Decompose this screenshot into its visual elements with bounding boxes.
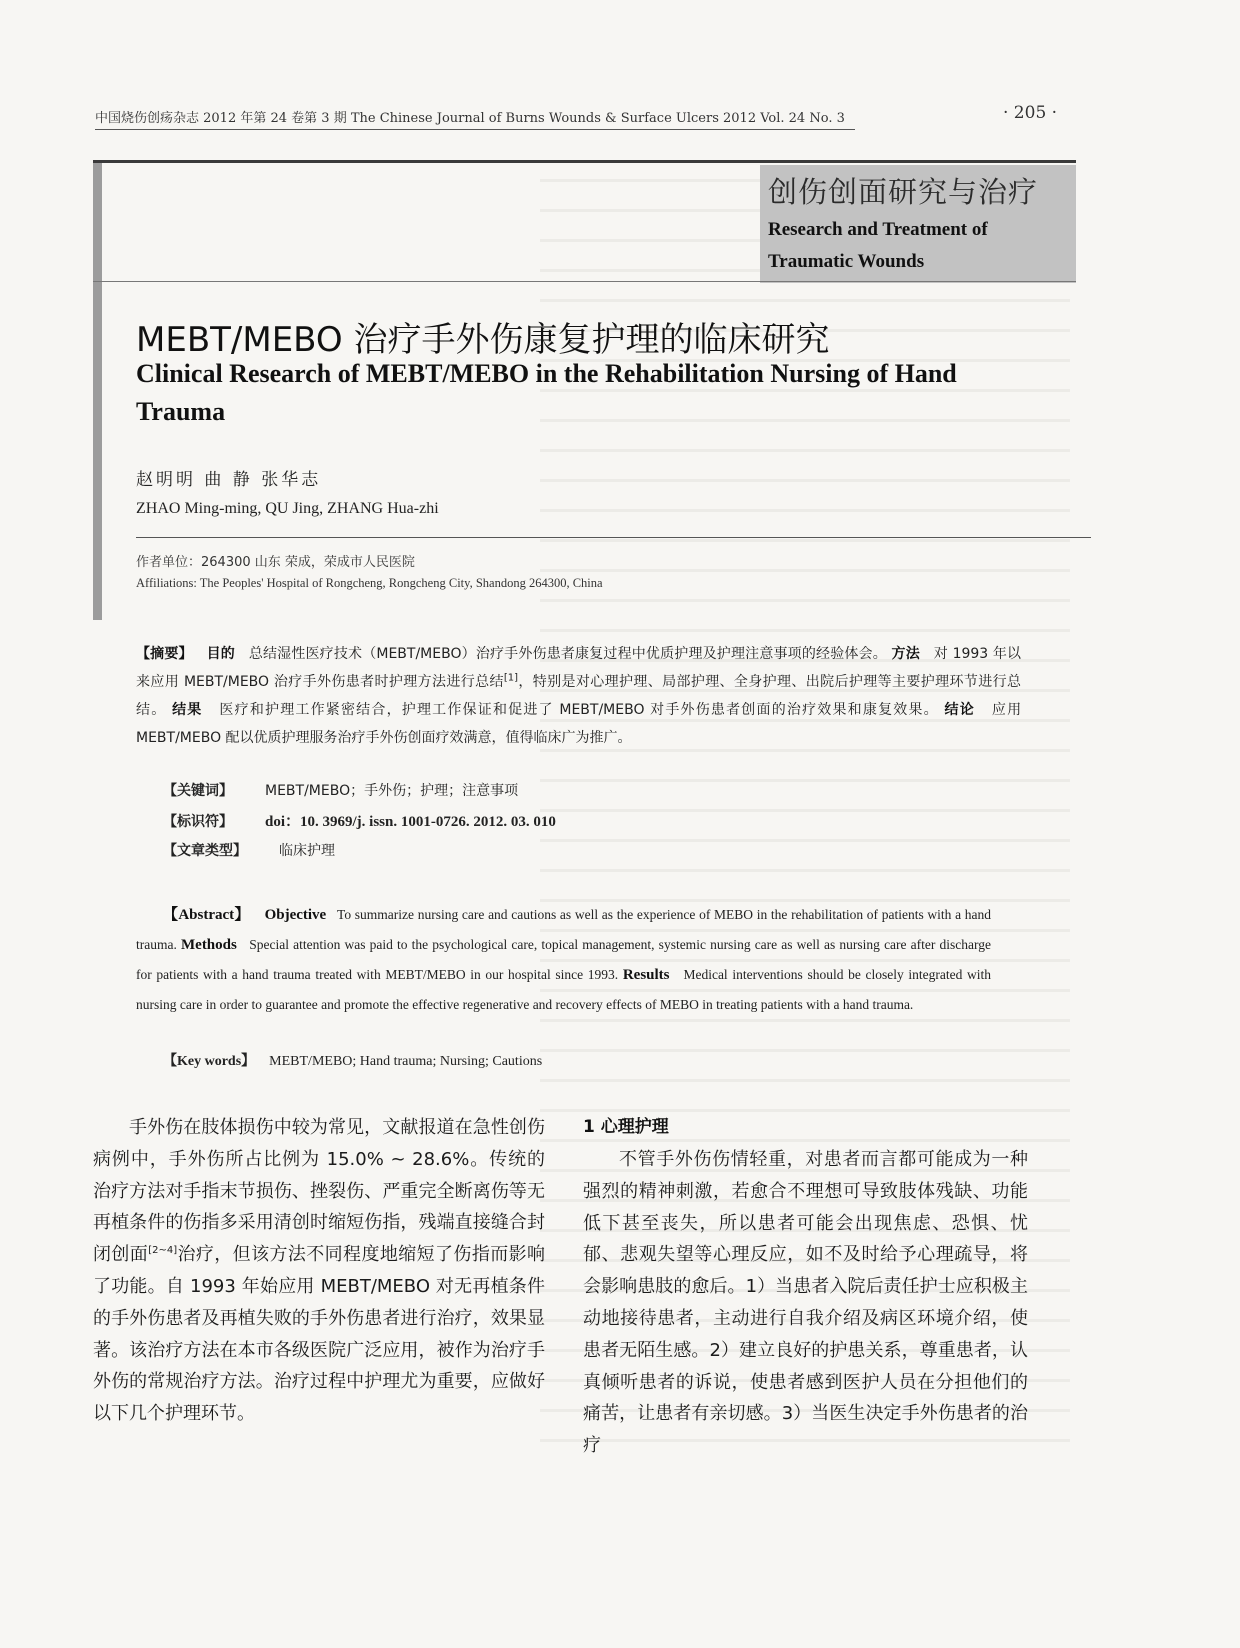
keywords-zh [163,780,518,800]
section-1-paragraph: 不管手外伤伤情轻重，对患者而言都可能成为一种强烈的精神刺激，若愈合不理想可导致肢体残缺、功能低下甚至丧失，所以患者可能会出现焦虑、恐惧、忧郁、悲观失望等心理反应，如不及时给予心理疏导，将会影响患肢的愈后。1）当患者入院后责任护士应积极主动地接待患者，主动进行自我介绍及病区环境介绍，使患者无陌生感。2）建立良好的护患关系，尊重患者，认真倾听患者的诉说，使患者感到医护人员在分担他们的痛苦，让患者有亲切感。3）当医生决定手外伤患者的治疗 [583,1149,1028,1457]
results-text-zh: 医疗和护理工作紧密结合，护理工作保证和促进了 MEBT/MEBO 对手外伤患者创面的治疗效果和康复效果。 [219,702,939,718]
results-label-en: Results [622,967,670,983]
intro-text-a: 手外伤在肢体损伤中较为常见，文献报道在急性创伤病例中，手外伤所占比例为 15.0% ~ 28.6%。传统的治疗方法对手指末节损伤、挫裂伤、严重完全断离伤等无再植条件的伤指多采用清创时缩短伤指，残端直接缝合封闭创面 [93,1117,545,1266]
intro-text-b: 治疗，但该方法不同程度地缩短了伤指而影响了功能。自 1993 年始应用 MEBT/MEBO 对无再植条件的手外伤患者及再植失败的手外伤患者进行治疗，效果显著。该治疗方法在本市各级医院广泛应用，被作为治疗手外伤的常规治疗方法。治疗过程中护理尤为重要，应做好以下几个护理环节。 [93,1244,545,1425]
abstract-label-zh: 【摘要】 [136,646,193,662]
left-accent-bar [93,163,102,620]
section-title-zh: 创伤创面研究与治疗 [768,175,1039,209]
article-title-en: Clinical Research of MEBT/MEBO in the Rehabilitation Nursing of Hand Trauma [136,359,957,426]
journal-header: 中国烧伤创疡杂志 2012 年第 24 卷第 3 期 The Chinese Journal of Burns Wounds & Surface Ulcers 2012 Vol. 24 No. 3 [95,107,855,130]
doi-value: doi：10. 3969/j. issn. 1001-0726. 2012. 03. 010 [265,814,556,830]
keywords-label-zh: 【关键词】 [163,783,233,799]
objective-label-en: Objective [264,907,327,923]
header-rule [93,160,1076,163]
affiliation-rule [136,537,1091,538]
methods-label-en: Methods [181,937,237,953]
abstract-label-en: 【Abstract】 [163,907,250,923]
section-1-heading: 1 心理护理 [583,1117,669,1137]
keywords-en [163,1050,542,1070]
methods-text-en: Special attention was paid to the psychological care, topical management, systemic nursing care as well as nursing care after discharge for patients with a hand trauma treated with MEBT/MEBO in our hospital since 1993. [136,937,992,982]
title-rule [93,281,1076,282]
keywords-label-en: 【Key words】 [163,1054,256,1069]
doi-line [163,810,556,831]
doi-label: 【标识符】 [163,814,233,830]
intro-reference: [2~4] [148,1245,178,1257]
affiliation-en: Affiliations: The Peoples' Hospital of Rongcheng, Rongcheng City, Shandong 264300, China [136,576,603,590]
results-text-en: Medical interventions should be closely integrated with nursing care in order to guarantee and promote the effective regenerative and recovery effects of MEBO in treating patients with a hand trauma. [136,967,992,1012]
conclusion-text-zh: 应用 MEBT/MEBO 配以优质护理服务治疗手外伤创面疗效满意，值得临床广为推广。 [136,702,1022,746]
page-number: · 205 · [1003,103,1058,123]
objective-label-zh: 目的 [206,646,235,662]
authors-zh: 赵明明 曲 静 张华志 [136,470,322,490]
body-intro-paragraph [93,1112,545,1430]
objective-text-zh: 总结湿性医疗技术（MEBT/MEBO）治疗手外伤患者康复过程中优质护理及护理注意事项的经验体会。 [248,646,887,662]
article-type-line [163,840,335,860]
keywords-value-en: MEBT/MEBO; Hand trauma; Nursing; Cautions [269,1054,543,1069]
keywords-value-zh: MEBT/MEBO；手外伤；护理；注意事项 [265,783,519,799]
abstract-en [136,900,991,1020]
methods-reference: [1] [503,672,518,684]
conclusion-label-zh: 结论 [944,702,975,718]
methods-text-cont-zh: ，特别是对心理护理、局部护理、全身护理、出院后护理等主要护理环节进行总结。 [136,674,1022,718]
authors-en: ZHAO Ming-ming, QU Jing, ZHANG Hua-zhi [136,500,439,517]
article-type-label: 【文章类型】 [163,843,247,859]
objective-text-en: To summarize nursing care and cautions as well as the experience of MEBO in the rehabilitation of patients with a hand trauma. [136,907,992,952]
article-type-value: 临床护理 [279,843,335,859]
article-title-zh: MEBT/MEBO 治疗手外伤康复护理的临床研究 [136,320,830,360]
results-label-zh: 结果 [172,702,203,718]
methods-label-zh: 方法 [891,646,920,662]
section-title-en: Research and Treatment of Traumatic Wounds [768,219,988,272]
affiliation-zh: 作者单位：264300 山东 荣成，荣成市人民医院 [136,555,415,570]
abstract-zh [136,640,1021,752]
methods-text-zh: 对 1993 年以来应用 MEBT/MEBO 治疗手外伤患者时护理方法进行总结 [136,646,1021,690]
